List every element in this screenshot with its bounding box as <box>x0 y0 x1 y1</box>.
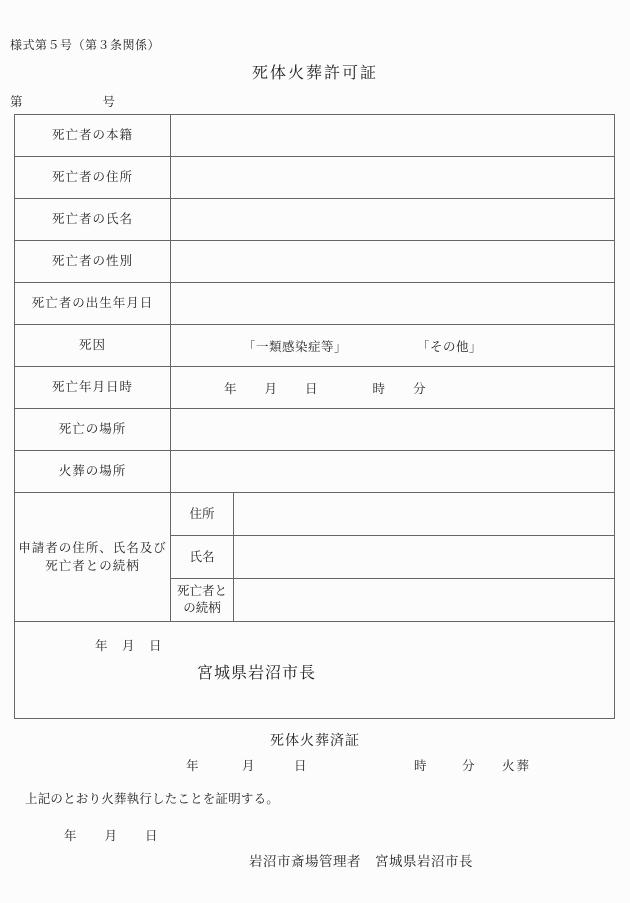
cause-option-infectious: 「一類感染症等」 <box>243 339 348 354</box>
sub-row-label: 住所 <box>171 493 234 535</box>
applicant-label-line1: 申請者の住所、氏名及び <box>18 540 167 555</box>
table-row-deceased-sex <box>15 241 614 283</box>
sub-row-label: 氏名 <box>171 536 234 578</box>
issue-date-placeholders: 年 月 日 <box>95 639 163 653</box>
cremation-certificate-title: 死体火葬済証 <box>270 734 360 749</box>
row-label: 死亡者の本籍 <box>15 115 171 156</box>
row-value-blank <box>171 199 614 240</box>
applicant-row-label <box>15 493 171 621</box>
row-label: 死亡の場所 <box>15 409 171 450</box>
datetime-month: 月 <box>242 759 255 773</box>
table-row-deceased-address <box>15 157 614 199</box>
certificate-date-placeholders: 年 月 日 <box>64 829 159 843</box>
table-row-death-datetime <box>15 367 614 409</box>
datetime-hour: 時 <box>414 759 427 773</box>
sub-row-value-blank <box>234 493 614 535</box>
row-label: 火葬の場所 <box>15 451 171 492</box>
applicant-relation-row <box>171 579 614 621</box>
sub-row-value-blank <box>234 536 614 578</box>
datetime-cremation-label: 火葬 <box>502 759 532 773</box>
number-suffix: 号 <box>102 95 116 109</box>
applicant-label-line2: 死亡者との続柄 <box>45 559 140 573</box>
table-row-deceased-name <box>15 199 614 241</box>
cause-option-other: 「その他」 <box>417 339 483 354</box>
certification-statement: 上記のとおり火葬執行したことを証明する。 <box>25 792 280 806</box>
row-label: 死亡年月日時 <box>15 367 171 408</box>
sub-row-value-blank <box>234 579 614 621</box>
datetime-year: 年 <box>186 759 199 773</box>
row-value-blank <box>171 157 614 198</box>
datetime-day: 日 <box>294 759 307 773</box>
row-value-cause-options <box>171 325 614 366</box>
row-label: 死亡者の住所 <box>15 157 171 198</box>
row-value-blank <box>171 115 614 156</box>
certificate-signer: 岩沼市斎場管理者 宮城県岩沼市長 <box>249 854 473 869</box>
table-row-applicant <box>15 493 614 622</box>
number-prefix: 第 <box>10 95 23 109</box>
row-label: 死亡者の氏名 <box>15 199 171 240</box>
death-datetime-placeholders: 年 月 日 時 分 <box>224 381 427 396</box>
row-label: 死亡者の出生年月日 <box>15 283 171 324</box>
relation-label-line1: 死亡者と <box>176 584 227 599</box>
row-value-datetime <box>171 367 614 408</box>
document-number-line <box>10 92 115 110</box>
table-row-place-of-cremation <box>15 451 614 493</box>
form-style-note: 様式第５号（第３条関係） <box>10 38 161 52</box>
applicant-subtable <box>171 493 614 621</box>
datetime-minute: 分 <box>462 759 475 773</box>
applicant-name-row <box>171 536 614 579</box>
row-value-blank <box>171 451 614 492</box>
relation-label-line2: の続柄 <box>183 601 221 615</box>
applicant-address-row <box>171 493 614 536</box>
table-row-cause-of-death <box>15 325 614 367</box>
table-row-deceased-domicile <box>15 115 614 157</box>
cremation-datetime-line <box>0 756 630 774</box>
row-value-blank <box>171 409 614 450</box>
table-row-issue-signature <box>15 622 614 718</box>
permit-table <box>14 114 615 719</box>
table-row-place-of-death <box>15 409 614 451</box>
row-value-blank <box>171 241 614 282</box>
table-row-deceased-birthdate <box>15 283 614 325</box>
page-title: 死体火葬許可証 <box>251 65 378 82</box>
row-value-blank <box>171 283 614 324</box>
row-label: 死亡者の性別 <box>15 241 171 282</box>
sub-row-label <box>171 579 234 621</box>
issuer-title: 宮城県岩沼市長 <box>197 665 317 682</box>
row-label: 死因 <box>15 325 171 366</box>
